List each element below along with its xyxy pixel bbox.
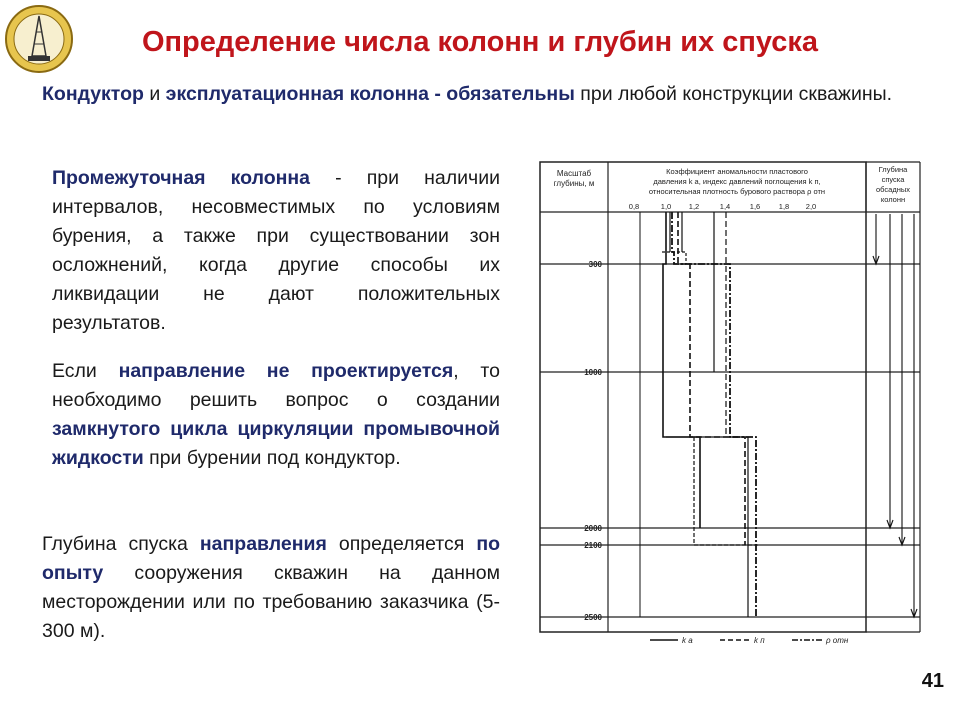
slide-title: Определение числа колонн и глубин их спуска [141, 26, 819, 58]
depth-label-1000: 1000 [584, 368, 602, 377]
paragraph-direction: Если направление не проектируется, то необходимо решить вопрос о создании замкнутого цикла циркуляции промывочной жидкости при бурении под кондуктор. [52, 360, 500, 469]
x-tick-0-8: 0,8 [628, 202, 640, 211]
legend-k-p: k п [754, 636, 765, 645]
x-tick-1-4: 1,4 [719, 202, 731, 211]
x-tick-1-2: 1,2 [688, 202, 700, 211]
keyword-production-casing: эксплуатационная колонна - обязательны [165, 83, 575, 105]
depth-label-2000: 2000 [584, 524, 602, 533]
header-casing-depth-3: обсадных [876, 185, 910, 194]
profile-lines [640, 212, 758, 617]
casing-depth-diagram [530, 152, 928, 652]
x-tick-1-8: 1,8 [778, 202, 790, 211]
header-casing-depth-2: спуска [881, 175, 905, 184]
keyword-intermediate-column: Промежуточная колонна [52, 167, 311, 189]
header-casing-depth-4: колонн [880, 195, 906, 204]
university-logo [4, 4, 74, 74]
x-tick-1-6: 1,6 [749, 202, 761, 211]
keyword-closed-circulation: замкнутого цикла циркуляции промывочной жидкости [52, 418, 500, 469]
keyword-conductor: Кондуктор [42, 83, 144, 105]
keyword-direction-not-designed: направление не проектируется [118, 360, 454, 382]
paragraph-mandatory-columns: Кондуктор и эксплуатационная колонна - обязательны при любой конструкции скважины. [42, 83, 893, 105]
depth-label-300: 300 [588, 260, 602, 269]
casing-arrows [873, 214, 917, 617]
paragraph-intermediate-column: Промежуточная колонна - при наличии интервалов, несовместимых по условиям бурения, а также при существовании зон осложнений, когда другие способы их ликвидации не дают положительных результатов. [52, 167, 500, 334]
x-tick-1-0: 1,0 [660, 202, 672, 211]
keyword-by-experience: по опыту [42, 533, 501, 584]
page-number: 41 [921, 670, 944, 692]
depth-label-2500: 2500 [584, 613, 602, 622]
header-depth-scale-2: глубины, м [553, 179, 595, 188]
x-tick-2-0: 2,0 [805, 202, 817, 211]
legend-k-a: k а [682, 636, 693, 645]
paragraph-direction-depth: Глубина спуска направления определяется по опыту сооружения скважин на данном месторождении или по требованию заказчика (5-300 м). [42, 533, 501, 642]
legend-rho: ρ отн [826, 636, 849, 645]
header-coefficient-1: Коэффициент аномальности пластового [666, 167, 808, 176]
header-coefficient-2: давления k а, индекс давлений поглощения k п, [653, 177, 821, 186]
header-coefficient-3: относительная плотность бурового раствора ρ отн [648, 187, 826, 196]
keyword-direction: направления [199, 533, 327, 555]
depth-label-2100: 2100 [584, 541, 602, 550]
header-casing-depth-1: Глубина [878, 165, 908, 174]
header-depth-scale-1: Масштаб [556, 169, 592, 178]
